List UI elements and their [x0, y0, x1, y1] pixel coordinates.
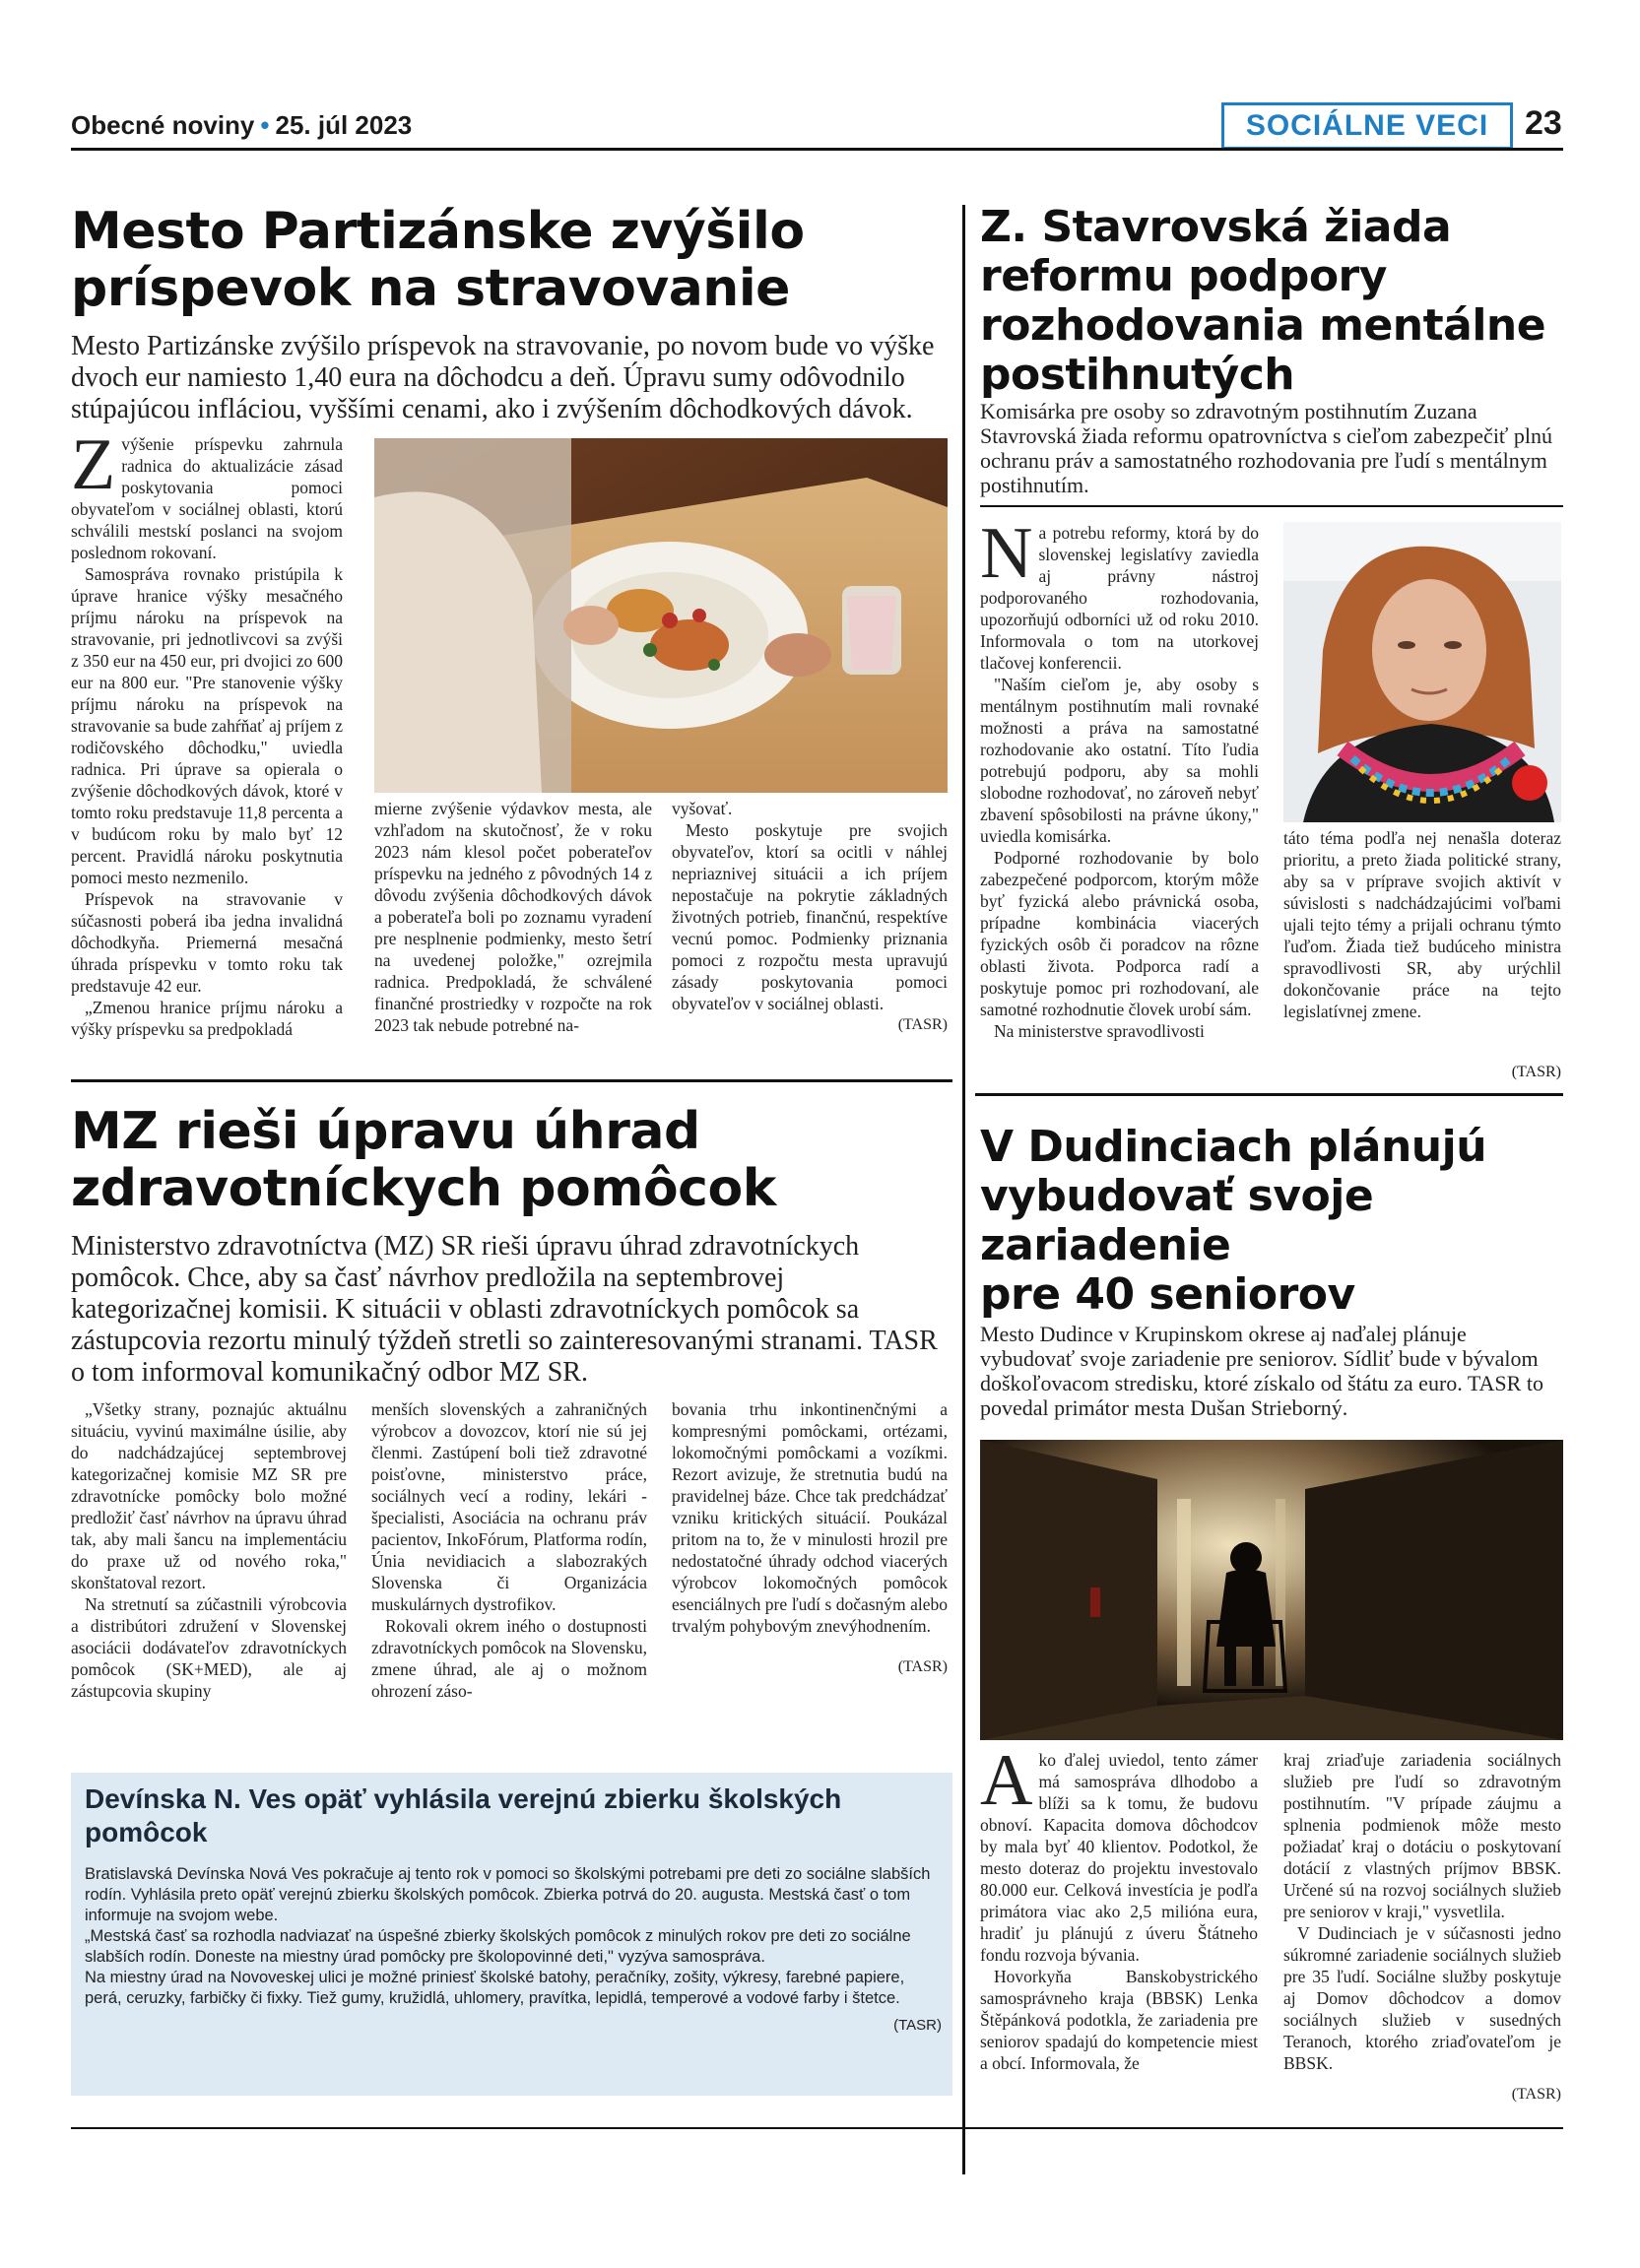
paragraph: Na miestny úrad na Novoveskej ulici je možné priniesť školské batohy, peračníky, zošity, výkresy, farebné papiere, perá, ceruzky, farbičky či fixky. Tiež gumy, kružidlá, uhlomery, pravítka, lepidlá, temperové a vodové farby i štetce.: [85, 1969, 905, 2007]
article2-col1: [980, 513, 1259, 1042]
paragraph: Hovorkyňa Banskobystrického samosprávneho kraja (BBSK) Lenka Štěpánková podotkla, že zariadenia pre seniorov spadajú do kompetencie miest a obcí. Informovala, že: [980, 1967, 1258, 2073]
article3-col1: [71, 1398, 347, 1702]
paper-name: Obecné noviny: [71, 110, 255, 140]
article2-lead-rule: [980, 505, 1563, 507]
headline-line: Mesto Partizánske zvýšilo: [71, 202, 805, 261]
paragraph: ko ďalej uviedol, tento zámer má samospráva dlhodobo a blíži sa k tomu, že budovu obnoví. Kapacita domova dôchodcov by mala byť 40 klientov. Podotkol, že mesto doteraz do projektu investovalo 80.000 eur. Celková investícia je podľa primátora viac ako 2,5 milióna eura, hradiť ju plánujú z úveru Štátneho fondu rozvoja bývania.: [980, 1750, 1258, 1965]
headline-line: zariadenie: [980, 1220, 1231, 1270]
paragraph: Rokovali okrem iného o dostupnosti zdravotníckych pomôcok na Slovensku, zmene úhrad, ale aj o možnom ohrození záso-: [371, 1616, 647, 1701]
paragraph: Na stretnutí sa zúčastnili výrobcovia a distribútori združení v Slovenskej asociácii dodávateľov zdravotníckych pomôcok (SK+MED), ale aj zástupcovia skupiny: [71, 1594, 347, 1701]
headline-line: V Dudinciach plánujú: [980, 1122, 1487, 1172]
article4-headline: [980, 1123, 1561, 1320]
dropcap: Z: [71, 424, 116, 505]
dropcap: N: [980, 513, 1033, 594]
paragraph: „Všetky strany, poznajúc aktuálnu situáciu, vyvinú maximálne úsilie, aby do nadchádzajúcej septembrovej kategorizačnej komisie MZ SR pre zdravotnícke pomôcky bolo možné predložiť časť návrhov na úpravu úhrad tak, aby mali šancu na implementáciu do praxe už od nového roka," skonštatoval rezort.: [71, 1399, 347, 1592]
meal-photo-illustration: [374, 438, 948, 793]
paragraph: táto téma podľa nej nenašla doteraz prioritu, a preto žiada politické strany, aby sa v príprave svojich aktivít v súvislosti s nadchádzajúcimi voľbami ujali tejto témy a prijali ochranu týmto ľuďom. Žiada tiež budúceho ministra spravodlivosti SR, aby urýchlil dokončovanie práce na tejto legislatívnej zmene.: [1283, 828, 1561, 1021]
article2-headline: [980, 203, 1561, 400]
headline-line: postihnutých: [980, 350, 1295, 400]
article4-col1: [980, 1740, 1258, 2074]
paragraph: "Naším cieľom je, aby osoby s mentálnym postihnutím mali rovnaké možnosti a práva na samostatné rozhodovanie ako ostatní. Títo ľudia potrebujú podporu, aby sa mohli slobodne rozhodovať, no zároveň nebyť zbavení spôsobilosti na právne úkony," uviedla komisárka.: [980, 675, 1259, 846]
source-credit: (TASR): [1511, 2086, 1561, 2103]
source-credit: (TASR): [897, 1658, 948, 1675]
article3-headline: [71, 1103, 948, 1217]
page-number: 23: [1525, 104, 1562, 142]
paragraph: menších slovenských a zahraničných výrobcov a dovozcov, ktorí nie sú jej členmi. Zastúpení boli tiež zdravotné poisťovne, ministerstvo práce, sociálnych vecí a rodiny, lekári - špecialisti, Asociácia na ochranu práv pacientov, InkoFórum, Platforma rodín, Únia nevidiacich a slabozrakých Slovenska či Organizácia muskulárnych dystrofikov.: [371, 1399, 647, 1614]
paragraph: Samospráva rovnako pristúpila k úprave hranice výšky mesačného príjmu nároku na príspevok na stravovanie, pri jednotlivcovi sa zvýši z 350 eur na 450 eur, pri dvojici zo 600 eur na 800 eur. "Pre stanovenie výšky príjmu nároku na príspevok na stravovanie sa bude zahŕňať aj príjem z rodičovského dôchodku," uviedla radnica. Pri úprave sa opierala o zvýšenie dôchodkových dávok, ktoré v tomto roku predstavuje 11,8 percenta a v budúcom roku by malo byť 12 percent. Pravidlá nároku poskytnutia pomoci mesto nezmenilo.: [71, 564, 343, 887]
paragraph: kraj zriaďuje zariadenia sociálnych služieb pre ľudí so zdravotným postihnutím. "V prípade záujmu a splnenia podmienok môže mesto požiadať kraj o dotáciu o poskytovaní dotácií z vlastných príjmov BBSK. Určené sú na rozvoj sociálnych služieb pre seniorov v kraji," vysvetlila.: [1283, 1750, 1561, 1921]
paragraph: Mesto poskytuje pre svojich obyvateľov, ktorí sa ocitli v náhlej nepriaznivej situácii a ich príjem nepostačuje na pokrytie základných životných potrieb, finančnú, respektíve vecnú pomoc. Podmienky priznania pomoci z rozpočtu mesta upravujú zásady poskytovania pomoci obyvateľov v sociálnej oblasti.: [672, 820, 948, 1013]
headline-line: rozhodovania mentálne: [980, 300, 1546, 351]
paragraph: Príspevok na stravovanie v súčasnosti poberá iba jedna invalidná dôchodkyňa. Priemerná mesačná úhrada príspevku v tomto roku tak predstavuje 42 eur.: [71, 889, 343, 996]
headline-line: MZ rieši úpravu úhrad: [71, 1102, 700, 1161]
paragraph: V Dudinciach je v súčasnosti jedno súkromné zariadenie sociálnych služieb pre 35 ľudí. Sociálne služby poskytuje aj Domov dôchodcov a domov sociálnych služieb v susedných Teranoch, ktorého zriaďovateľom je BBSK.: [1283, 1923, 1561, 2073]
article1-headline: [71, 203, 948, 317]
headline-line: vybudovať svoje: [980, 1171, 1374, 1221]
article1-col2: [374, 798, 652, 1036]
article3-col2: [371, 1398, 647, 1702]
article1-col1: [71, 424, 343, 1040]
paragraph: mierne zvýšenie výdavkov mesta, ale vzhľadom na skutočnosť, že v roku 2023 nám klesol počet poberateľov príspevku na jedného z pôvodných 14 z dôvodu zvýšenia dôchodkových dávok a poberateľa boli po zoznamu vyradení pre nesplnenie podmienky, mesto šetrí na uvedenej položke," ozrejmila radnica. Predpokladá, že schválené finančné prostriedky v rozpočte na rok 2023 tak nebude potrebné na-: [374, 799, 652, 1035]
corridor-illustration: [980, 1440, 1563, 1740]
corridor-photo: [980, 1440, 1563, 1740]
paragraph: bovania trhu inkontinenčnými a kompresnými pomôckami, ortézami, lokomočnými pomôckami a vozíkmi. Rezort avizuje, že stretnutia budú na pravidelnej báze. Chce tak predchádzať vzniku kritických situácií. Poukázal pritom na to, že v minulosti hrozil pre nedostatočné úhrady odchod viacerých výrobcov lokomočných pomôcok esenciálnych pre ľudí s dočasným alebo trvalým pohybovým znevýhodnením.: [672, 1399, 948, 1636]
section-label: SOCIÁLNE VECI: [1221, 102, 1513, 150]
headline-line: zdravotníckych pomôcok: [71, 1159, 776, 1218]
header-masthead: [71, 110, 412, 141]
article4-lead: Mesto Dudince v Krupinskom okrese aj naďalej plánuje vybudovať svoje zariadenie pre seniorov. Sídliť bude v bývalom doškoľovacom stredisku, ktoré získalo od štátu za euro. TASR to povedal primátor mesta Dušan Strieborný.: [980, 1322, 1543, 1420]
article1-lead: Mesto Partizánske zvýšilo príspevok na stravovanie, po novom bude vo výške dvoch eur namiesto 1,40 eura na dôchodcu a deň. Úpravu sumy odôvodnilo stúpajúcou infláciou, vyššími cenami, ako i zvýšením dôchodkových dávok.: [71, 331, 935, 424]
issue-date: 25. júl 2023: [275, 110, 413, 140]
header-rule: [71, 148, 1563, 151]
box-body: [85, 1864, 942, 2036]
article4-col2: [1283, 1749, 1561, 2106]
article3-lead: Ministerstvo zdravotníctva (MZ) SR rieši úpravu úhrad zdravotníckych pomôcok. Chce, aby sa časť návrhov predložila na septembrovej kategorizačnej komisii. K situácii v oblasti zdravotníckych pomôcok sa zástupcovia rezortu minulý týždeň stretli so zainteresovanými stranami. TASR o tom informoval komunikačný odbor MZ SR.: [71, 1231, 938, 1388]
source-credit: (TASR): [897, 1016, 948, 1033]
article2-lead: Komisárka pre osoby so zdravotným postihnutím Zuzana Stavrovská žiada reformu opatrovníctva s cieľom zabezpečiť plnú ochranu práv a samostatného rozhodovania pre ľudí s mentálnym postihnutím.: [980, 399, 1552, 497]
dropcap: A: [980, 1740, 1033, 1821]
column-divider: [962, 205, 965, 2174]
paragraph: výšenie príspevku zahrnula radnica do aktualizácie zásad poskytovania pomoci obyvateľom v sociálnej oblasti, ktorú schválili mestskí poslanci na svojom poslednom rokovaní.: [71, 434, 343, 562]
article2-col2: [1283, 827, 1561, 1022]
article1-col3: [672, 798, 948, 1036]
headline-line: pre 40 seniorov: [980, 1269, 1355, 1320]
headline-line: Z. Stavrovská žiada: [980, 202, 1452, 252]
source-credit: (TASR): [893, 2017, 942, 2034]
headline-line: reformu podpory: [980, 251, 1387, 301]
paragraph: Podporné rozhodovanie by bolo zabezpečené podporcom, ktorým môže byť fyzická alebo právnická osoba, prípadne kombinácia viacerých fyzických osôb či poradcov na rôzne oblasti života. Podporca radí a poskytuje pomoc pri rozhodovaní, ale samotné rozhodnutie človek urobí sám.: [980, 848, 1259, 1019]
paragraph: „Mestská časť sa rozhodla nadviazať na úspešné zbierky školských pomôcok z minulých rokov pre deti zo sociálne slabších rodín. Doneste na miestny úrad pomôcky pre školopovinné deti," vyzýva samospráva.: [85, 1927, 911, 1966]
paragraph: Na ministerstve spravodlivosti: [994, 1021, 1205, 1041]
paragraph: „Zmenou hranice príjmu nároku a výšky príspevku sa predpokladá: [71, 998, 343, 1039]
portrait-illustration: [1283, 522, 1561, 822]
portrait-photo: [1283, 522, 1561, 822]
box-headline: Devínska N. Ves opäť vyhlásila verejnú zbierku školských pomôcok: [85, 1783, 842, 1847]
article3-col3: [672, 1398, 948, 1678]
paragraph: a potrebu reformy, ktorá by do slovenskej legislatívy zaviedla aj právny nástroj podporovaného rozhodovania, upozorňujú odborníci už od roku 2010. Informovala o tom na utorkovej tlačovej konferencii.: [980, 523, 1259, 673]
headline-line: príspevok na stravovanie: [71, 259, 790, 318]
paragraph: vyšovať.: [672, 799, 733, 818]
section-divider-left: [71, 1079, 952, 1082]
paragraph: Bratislavská Devínska Nová Ves pokračuje aj tento rok v pomoci so školskými potrebami pre deti zo sociálne slabších rodín. Vyhlásila preto opäť verejnú zbierku školských pomôcok. Zbierka potrvá do 20. augusta. Mestská časť o tom informuje na svojom webe.: [85, 1865, 931, 1924]
section-divider-right: [975, 1093, 1563, 1096]
source-credit: (TASR): [1511, 1064, 1561, 1080]
footer-rule: [71, 2127, 1563, 2129]
meal-photo: [374, 438, 948, 793]
separator-dot: •: [260, 110, 270, 140]
